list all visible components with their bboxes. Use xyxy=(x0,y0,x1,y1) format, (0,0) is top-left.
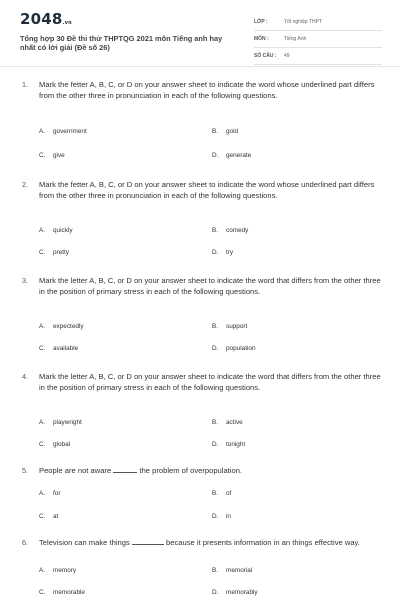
document-meta xyxy=(254,16,382,67)
question-text: Mark the letter A, B, C, or D on your answer sheet to indicate the word that differs from the other three in the position of primary stress in each of the following questions. xyxy=(39,276,381,296)
option-text: memorable xyxy=(53,589,85,596)
answer-blank xyxy=(132,538,164,545)
option-text: expectedly xyxy=(53,323,84,330)
question-text-before: People are not aware xyxy=(39,466,112,475)
option-letter: D. xyxy=(212,249,219,256)
question-text: Mark the letter A, B, C, or D on your answer sheet to indicate the word that differs from the other three in the position of primary stress in each of the following questions. xyxy=(39,372,381,392)
option-d[interactable] xyxy=(212,513,231,520)
option-letter: C. xyxy=(39,513,46,520)
option-text: population xyxy=(226,345,256,352)
page-header xyxy=(0,0,400,66)
question-number: 6. xyxy=(22,538,28,547)
option-letter: A. xyxy=(39,490,46,497)
header-divider xyxy=(0,66,400,67)
option-letter: D. xyxy=(212,345,219,352)
option-b[interactable] xyxy=(212,128,238,135)
option-d[interactable] xyxy=(212,441,245,448)
option-b[interactable] xyxy=(212,323,247,330)
option-text: pretty xyxy=(53,249,69,256)
question-text: Mark the fetter A, B, C, or D on your answer sheet to indicate the word whose underlined part differs from the other three in pronunciation in each of the following questions. xyxy=(39,80,375,100)
meta-key: SỐ CÂU : xyxy=(254,53,277,59)
option-letter: B. xyxy=(212,227,219,234)
option-text: gold xyxy=(226,128,239,135)
question-text xyxy=(39,538,382,549)
option-text: memorial xyxy=(226,567,253,574)
option-letter: C. xyxy=(39,345,46,352)
option-letter: C. xyxy=(39,589,46,596)
question-text-after: because it presents information in an things effective way. xyxy=(166,538,360,547)
option-text: give xyxy=(53,152,65,159)
document-title: Tổng hợp 30 Đề thi thử THPTQG 2021 môn Tiếng anh hay nhất có lời giải (Đề số 26) xyxy=(20,34,223,52)
site-logo[interactable] xyxy=(20,10,72,28)
logo-suffix: .vn xyxy=(62,20,72,26)
option-text: support xyxy=(226,323,248,330)
question-text xyxy=(39,466,382,477)
option-letter: B. xyxy=(212,490,219,497)
option-c[interactable] xyxy=(39,513,58,520)
option-text: for xyxy=(53,490,61,497)
option-a[interactable] xyxy=(39,323,84,330)
option-d[interactable] xyxy=(212,152,251,159)
question-text: Mark the fetter A, B, C, or D on your answer sheet to indicate the word whose underlined part differs from the other three in pronunciation in each of the following questions. xyxy=(39,180,375,200)
option-letter: B. xyxy=(212,419,219,426)
question-number: 1. xyxy=(22,80,28,89)
option-letter: D. xyxy=(212,441,219,448)
meta-row-subject xyxy=(254,33,382,48)
option-letter: A. xyxy=(39,419,46,426)
option-letter: A. xyxy=(39,227,46,234)
option-letter: B. xyxy=(212,128,219,135)
option-letter: B. xyxy=(212,323,219,330)
option-b[interactable] xyxy=(212,419,243,426)
option-text: government xyxy=(53,128,87,135)
question-number: 3. xyxy=(22,276,28,285)
option-c[interactable] xyxy=(39,152,65,159)
meta-value: 49 xyxy=(284,53,290,59)
question-text-before: Television can make things xyxy=(39,538,130,547)
option-letter: D. xyxy=(212,589,219,596)
option-a[interactable] xyxy=(39,567,76,574)
meta-key: MÔN : xyxy=(254,36,269,42)
option-a[interactable] xyxy=(39,128,87,135)
option-a[interactable] xyxy=(39,419,82,426)
option-letter: A. xyxy=(39,128,46,135)
question-number: 4. xyxy=(22,372,28,381)
option-letter: A. xyxy=(39,323,46,330)
option-text: of xyxy=(226,490,232,497)
option-text: memorably xyxy=(226,589,258,596)
option-letter: D. xyxy=(212,513,219,520)
option-d[interactable] xyxy=(212,249,233,256)
question-number: 5. xyxy=(22,466,28,475)
option-text: available xyxy=(53,345,79,352)
option-letter: D. xyxy=(212,152,219,159)
option-text: global xyxy=(53,441,71,448)
option-d[interactable] xyxy=(212,345,256,352)
option-text: at xyxy=(53,513,59,520)
logo-text: 2048 xyxy=(20,10,63,28)
option-a[interactable] xyxy=(39,227,73,234)
option-b[interactable] xyxy=(212,567,252,574)
option-text: memory xyxy=(53,567,77,574)
question-text-after: the problem of overpopulation. xyxy=(139,466,243,475)
option-text: in xyxy=(226,513,231,520)
meta-row-question-count xyxy=(254,50,382,65)
option-b[interactable] xyxy=(212,490,231,497)
answer-blank xyxy=(113,466,137,473)
option-a[interactable] xyxy=(39,490,60,497)
meta-value: Tiếng Anh xyxy=(284,36,307,42)
option-c[interactable] xyxy=(39,345,78,352)
meta-value: Tốt nghiệp THPT xyxy=(284,19,322,25)
option-d[interactable] xyxy=(212,589,258,596)
option-letter: C. xyxy=(39,249,46,256)
option-text: playwright xyxy=(53,419,82,426)
option-letter: C. xyxy=(39,152,46,159)
meta-row-class xyxy=(254,16,382,31)
question-number: 2. xyxy=(22,180,28,189)
option-letter: C. xyxy=(39,441,46,448)
option-text: tonight xyxy=(226,441,246,448)
option-b[interactable] xyxy=(212,227,248,234)
option-c[interactable] xyxy=(39,441,70,448)
meta-key: LỚP : xyxy=(254,19,268,25)
option-letter: A. xyxy=(39,567,46,574)
option-text: generate xyxy=(226,152,252,159)
option-text: comedy xyxy=(226,227,249,234)
option-c[interactable] xyxy=(39,249,69,256)
option-letter: B. xyxy=(212,567,219,574)
option-text: quickly xyxy=(53,227,73,234)
option-c[interactable] xyxy=(39,589,85,596)
option-text: active xyxy=(226,419,243,426)
option-text: try xyxy=(226,249,234,256)
